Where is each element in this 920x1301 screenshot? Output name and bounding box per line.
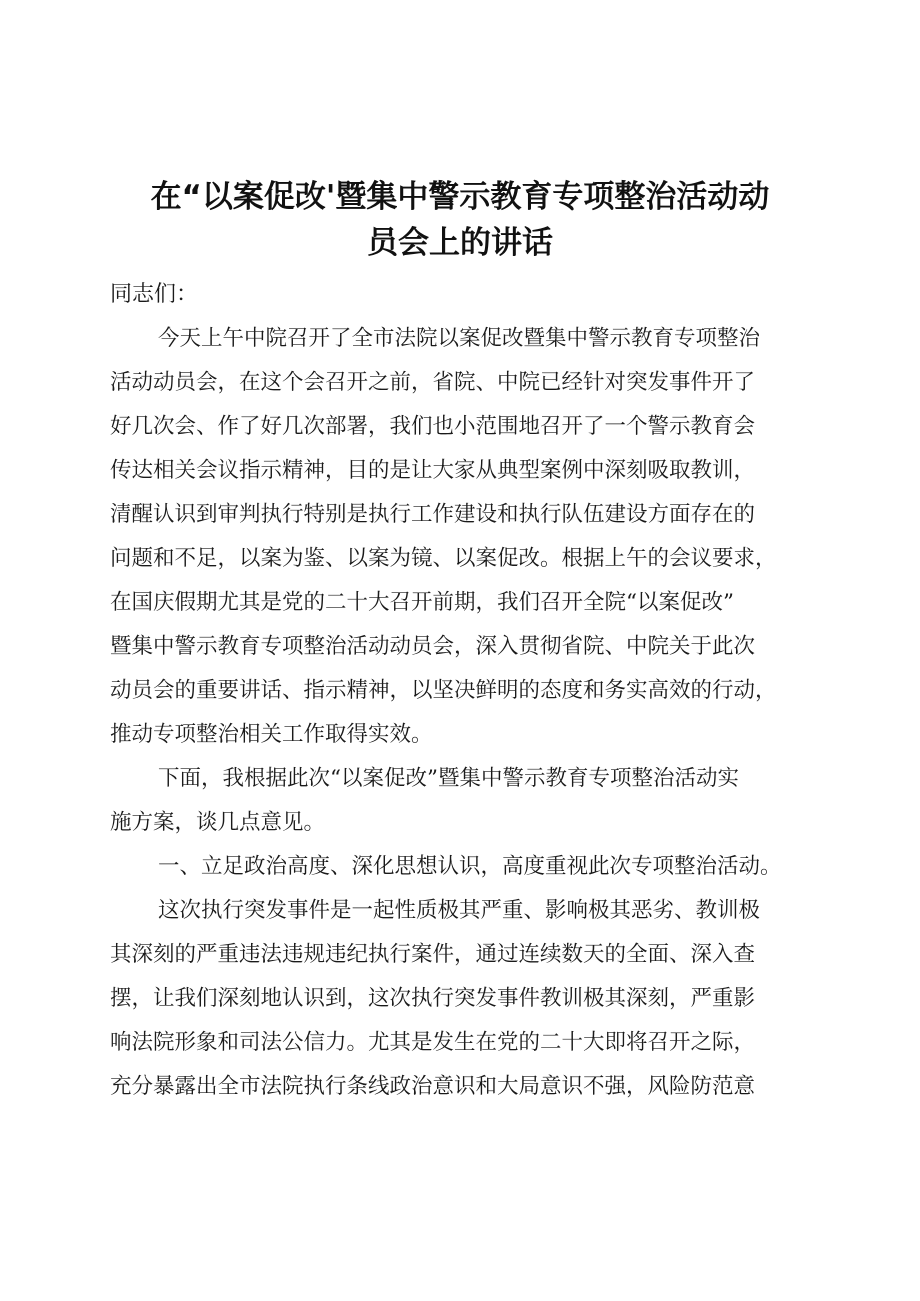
body-line: 下面，我根据此次“以案促改”暨集中警示教育专项整治活动实 [158, 766, 739, 791]
body-line: 响法院形象和司法公信力。尤其是发生在党的二十大即将召开之际， [110, 1030, 756, 1055]
body-line: 摆，让我们深刻地认识到，这次执行突发事件教训极其深刻，严重影 [110, 986, 756, 1011]
body-line: 暨集中警示教育专项整治活动动员会，深入贯彻省院、中院关于此次 [110, 634, 756, 659]
body-line: 其深刻的严重违法违规违纪执行案件，通过连续数天的全面、深入查 [110, 942, 756, 967]
body-line: 传达相关会议指示精神，目的是让大家从典型案例中深刻吸取教训， [110, 458, 756, 483]
document-title-line-1: 在“以案促改'暨集中警示教育专项整治活动动 [150, 179, 770, 215]
salutation: 同志们： [110, 282, 199, 307]
body-line: 清醒认识到审判执行特别是执行工作建设和执行队伍建设方面存在的 [110, 502, 756, 527]
body-line: 充分暴露出全市法院执行条线政治意识和大局意识不强，风险防范意 [110, 1074, 756, 1099]
body-line: 这次执行突发事件是一起性质极其严重、影响极其恶劣、教训极 [158, 898, 761, 923]
body-line: 施方案，谈几点意见。 [110, 810, 326, 835]
body-line: 推动专项整治相关工作取得实效。 [110, 722, 433, 747]
body-line: 动员会的重要讲话、指示精神，以坚决鲜明的态度和务实高效的行动， [110, 678, 777, 703]
body-line: 问题和不足，以案为鉴、以案为镜、以案促改。根据上午的会议要求， [110, 546, 777, 571]
body-line: 好几次会、作了好几次部署，我们也小范围地召开了一个警示教育会 [110, 414, 756, 439]
document-title-line-2: 员会上的讲话 [367, 225, 553, 261]
body-line: 今天上午中院召开了全市法院以案促改暨集中警示教育专项整治 [158, 326, 761, 351]
body-line: 活动动员会，在这个会召开之前，省院、中院已经针对突发事件开了 [110, 370, 756, 395]
section-heading: 一、立足政治高度、深化思想认识，高度重视此次专项整治活动。 [158, 854, 782, 879]
body-line: 在国庆假期尤其是党的二十大召开前期，我们召开全院“以案促改” [110, 590, 734, 615]
